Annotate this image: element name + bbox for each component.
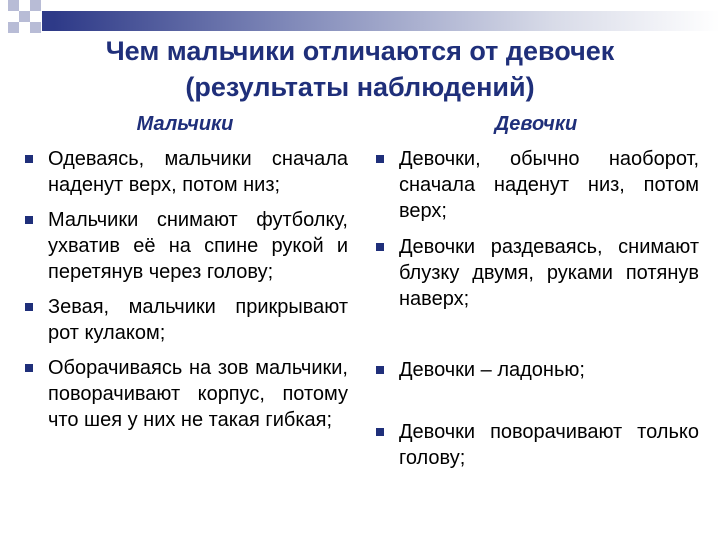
square-bullet-icon	[376, 366, 384, 374]
header-gradient-bar	[54, 11, 720, 31]
girls-item-text: Девочки раздеваясь, снимают блузку двумя, руками потянув наверх;	[399, 236, 699, 310]
square-bullet-icon	[376, 428, 384, 436]
decor-square	[30, 22, 41, 33]
girls-list-item	[373, 234, 699, 312]
square-bullet-icon	[25, 303, 33, 311]
girls-column	[373, 146, 699, 471]
boys-list-item	[22, 207, 348, 285]
title-line-2: (результаты наблюдений)	[185, 72, 535, 102]
decor-square	[42, 11, 54, 31]
boys-list-item	[22, 294, 348, 346]
girls-item-text: Девочки – ладонью;	[399, 359, 585, 381]
boys-item-text: Одеваясь, мальчики сначала наденут верх, потом низ;	[48, 148, 348, 196]
decor-square	[30, 0, 41, 11]
square-bullet-icon	[376, 243, 384, 251]
boys-item-text: Зевая, мальчики прикрывают рот кулаком;	[48, 296, 348, 344]
boys-list-item	[22, 146, 348, 198]
boys-item-text: Оборачиваясь на зов мальчики, поворачивают корпус, потому что шея у них не такая гибкая;	[48, 357, 348, 431]
boys-list-item	[22, 355, 348, 433]
girls-column-header: Девочки	[494, 113, 578, 135]
slide-title	[0, 33, 720, 105]
decor-square	[8, 0, 19, 11]
girls-list-item	[373, 419, 699, 471]
square-bullet-icon	[25, 364, 33, 372]
girls-list-item	[373, 357, 699, 383]
girls-item-text: Девочки, обычно наоборот, сначала наденут низ, потом верх;	[399, 148, 699, 222]
boys-column-header: Мальчики	[136, 113, 234, 135]
girls-item-text: Девочки поворачивают только голову;	[399, 421, 699, 469]
square-bullet-icon	[376, 155, 384, 163]
boys-item-text: Мальчики снимают футболку, ухватив её на спине рукой и перетянув через голову;	[48, 209, 348, 283]
square-bullet-icon	[25, 216, 33, 224]
title-line-1: Чем мальчики отличаются от девочек	[105, 36, 615, 66]
decor-square	[19, 11, 30, 22]
boys-column	[22, 146, 348, 442]
girls-list-item	[373, 146, 699, 224]
decor-square	[8, 22, 19, 33]
square-bullet-icon	[25, 155, 33, 163]
